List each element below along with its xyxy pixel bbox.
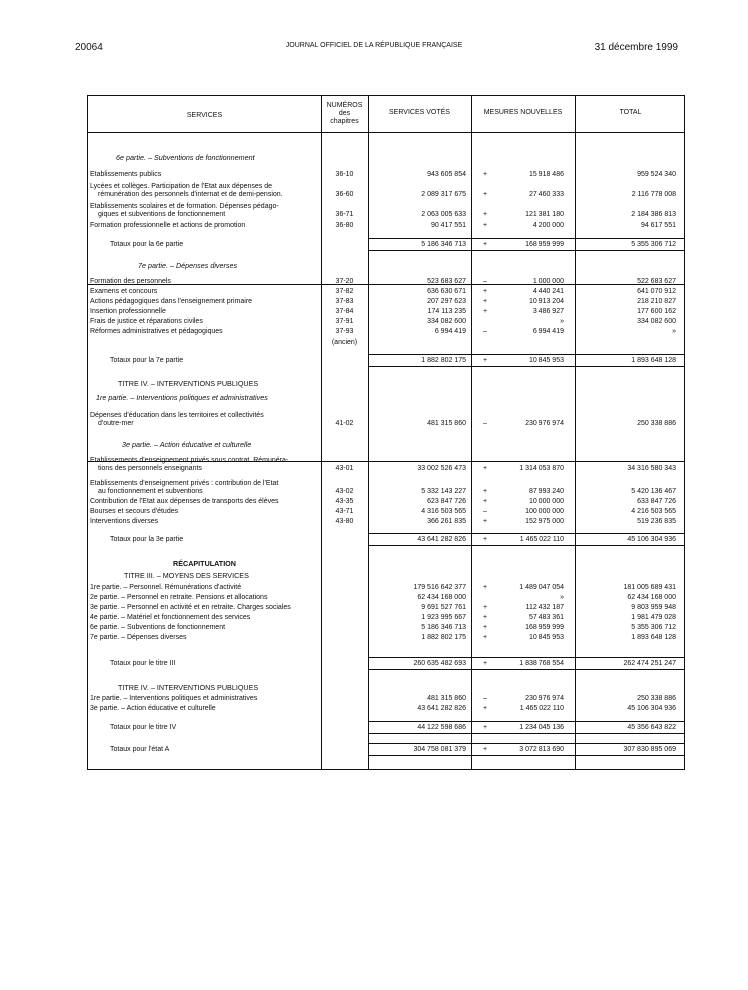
services-votes-value: 1 882 802 175	[421, 634, 466, 641]
sign-indicator: +	[482, 357, 488, 364]
total-value: 1 893 648 128	[631, 634, 676, 641]
sign-indicator: +	[482, 584, 488, 591]
total-value: 5 355 306 712	[631, 624, 676, 631]
total-value: 250 338 886	[637, 695, 676, 702]
sign-indicator: +	[482, 724, 488, 731]
mesures-nouvelles-value: 6 994 419	[532, 328, 564, 335]
services-votes-value: 334 082 600	[427, 318, 466, 325]
row-label: 1re partie. – Interventions politiques et administratives	[90, 695, 258, 702]
row-label: Formation professionnelle et actions de promotion	[90, 222, 246, 229]
chapter-number: 37-91	[335, 318, 354, 325]
mesures-nouvelles-value: 4 440 241	[532, 288, 564, 295]
mesures-nouvelles-value: 4 200 000	[532, 222, 564, 229]
row-label: Etablissements d'enseignement privés : contribution de l'Etat au fonctionnement et subventions	[90, 480, 279, 495]
sign-indicator: –	[483, 278, 487, 285]
services-votes-value: 2 063 005 633	[421, 211, 466, 218]
row-label: Réformes administratives et pédagogiques	[90, 328, 223, 335]
total-value: 1 981 479 028	[631, 614, 676, 621]
total-rule	[368, 250, 684, 251]
section-heading-recapitulation: RÉCAPITULATION	[173, 559, 236, 568]
total-rule	[368, 743, 684, 744]
row-label: 7e partie. – Dépenses diverses	[90, 634, 187, 641]
row-label: 6e partie. – Subventions de fonctionnement	[90, 624, 226, 631]
row-label: Etablissements d'enseignement privés sous contrat. Rémunéra- tions des personnels enseignants	[90, 457, 289, 472]
mesures-nouvelles-value: 230 976 974	[525, 695, 564, 702]
services-votes-value: 2 089 317 675	[421, 191, 466, 198]
mesures-nouvelles-value: 112 432 187	[525, 604, 564, 611]
sign-indicator: +	[482, 288, 488, 295]
col-header-services: SERVICES	[186, 112, 223, 119]
total-value: 2 184 386 813	[631, 211, 676, 218]
row-label: Totaux pour la 7e partie	[110, 357, 184, 364]
total-rule	[368, 545, 684, 546]
row-label: Actions pédagogiques dans l'enseignement primaire	[90, 298, 253, 305]
sign-indicator: +	[482, 308, 488, 315]
chapter-note-ancien: (ancien)	[331, 339, 358, 346]
total-value: 2 116 778 008	[631, 191, 676, 198]
row-label: 2e partie. – Personnel en retraite. Pensions et allocations	[90, 594, 268, 601]
header-divider	[88, 132, 684, 133]
chapter-number: 43-35	[335, 498, 354, 505]
services-votes-value: 481 315 860	[427, 420, 466, 427]
services-votes-value: 623 847 726	[427, 498, 466, 505]
journal-title: JOURNAL OFFICIEL DE LA RÉPUBLIQUE FRANÇAISE	[285, 42, 463, 49]
total-value: 1 893 648 128	[631, 357, 676, 364]
total-value: 959 524 340	[637, 171, 676, 178]
chapter-number: 37-20	[335, 278, 354, 285]
section-heading-7e-partie: 7e partie. – Dépenses diverses	[138, 261, 238, 270]
section-heading-titre-iv-1re-partie: 1re partie. – Interventions politiques et administratives	[96, 393, 268, 402]
sign-indicator: +	[482, 746, 488, 753]
col-header-total: TOTAL	[619, 109, 642, 116]
total-value: 94 617 551	[640, 222, 676, 229]
mesures-nouvelles-value: 100 000 000	[525, 508, 564, 515]
section-heading-titre-iv: TITRE IV. – INTERVENTIONS PUBLIQUES	[118, 379, 259, 388]
mesures-nouvelles-value: 10 913 204	[528, 298, 564, 305]
services-votes-value: 9 691 527 761	[421, 604, 466, 611]
sign-indicator: +	[482, 634, 488, 641]
mesures-nouvelles-value: 27 460 333	[528, 191, 564, 198]
chapter-number: 37-93	[335, 328, 354, 335]
mesures-nouvelles-value: 121 381 180	[525, 211, 564, 218]
sign-indicator: +	[482, 241, 488, 248]
row-label: 4e partie. – Matériel et fonctionnement des services	[90, 614, 251, 621]
total-value: 5 355 306 712	[631, 241, 676, 248]
chapter-number: 37-82	[335, 288, 354, 295]
total-rule	[368, 657, 684, 658]
row-label: 3e partie. – Action éducative et culturelle	[90, 705, 216, 712]
section-heading-6e-partie: 6e partie. – Subventions de fonctionnement	[116, 153, 255, 162]
total-rule	[368, 354, 684, 355]
row-label: Examens et concours	[90, 288, 158, 295]
mesures-nouvelles-value: 152 975 000	[525, 518, 564, 525]
chapter-number: 37-83	[335, 298, 354, 305]
services-votes-value: 4 316 503 565	[421, 508, 466, 515]
chapter-number: 43-71	[335, 508, 354, 515]
row-label: Totaux pour le titre III	[110, 660, 176, 667]
chapter-number: 43-02	[335, 488, 354, 495]
col-header-services-votes: SERVICES VOTÉS	[389, 109, 450, 116]
mesures-nouvelles-value: 3 072 813 690	[519, 746, 564, 753]
services-votes-value: 1 923 995 667	[421, 614, 466, 621]
total-value: 519 236 835	[637, 518, 676, 525]
sign-indicator: +	[482, 465, 488, 472]
chapter-number: 43-80	[335, 518, 354, 525]
block-divider	[88, 461, 684, 462]
services-votes-value: 636 630 671	[427, 288, 466, 295]
total-value: 177 600 162	[637, 308, 676, 315]
sign-indicator: –	[483, 420, 487, 427]
total-value: 9 803 959 948	[631, 604, 676, 611]
row-label: Contribution de l'Etat aux dépenses de transports des élèves	[90, 498, 279, 505]
mesures-nouvelles-value: 168 959 999	[525, 241, 564, 248]
mesures-nouvelles-value: »	[560, 594, 564, 601]
row-label: Bourses et secours d'études	[90, 508, 179, 515]
sign-indicator: –	[483, 508, 487, 515]
total-value: 34 316 580 343	[627, 465, 676, 472]
total-value: 62 434 168 000	[627, 594, 676, 601]
chapter-number: 36-71	[335, 211, 354, 218]
sign-indicator: +	[482, 191, 488, 198]
col-header-numeros: NUMÉROS des chapitres	[326, 102, 363, 125]
sign-indicator: +	[482, 222, 488, 229]
chapter-number: 36-80	[335, 222, 354, 229]
total-value: 633 847 726	[637, 498, 676, 505]
total-rule	[368, 669, 684, 670]
services-votes-value: 179 516 642 377	[413, 584, 466, 591]
row-label: 1re partie. – Personnel. Rémunérations d'activité	[90, 584, 242, 591]
mesures-nouvelles-value: 1 465 022 110	[519, 705, 564, 712]
chapter-number: 36-60	[335, 191, 354, 198]
sign-indicator: +	[482, 604, 488, 611]
total-value: 218 210 827	[637, 298, 676, 305]
mesures-nouvelles-value: 1 465 022 110	[519, 536, 564, 543]
row-label: Interventions diverses	[90, 518, 159, 525]
mesures-nouvelles-value: 1 234 045 136	[519, 724, 564, 731]
mesures-nouvelles-value: 1 838 768 554	[519, 660, 564, 667]
sign-indicator: +	[482, 705, 488, 712]
sign-indicator: +	[482, 536, 488, 543]
row-label: Totaux pour la 3e partie	[110, 536, 184, 543]
row-label: Totaux pour l'état A	[110, 746, 170, 753]
services-votes-value: 5 332 143 227	[421, 488, 466, 495]
services-votes-value: 5 186 346 713	[421, 241, 466, 248]
services-votes-value: 481 315 860	[427, 695, 466, 702]
mesures-nouvelles-value: 1 489 047 054	[519, 584, 564, 591]
row-label: 3e partie. – Personnel en activité et en retraite. Charges sociales	[90, 604, 291, 611]
services-votes-value: 260 635 482 693	[413, 660, 466, 667]
row-label: Insertion professionnelle	[90, 308, 166, 315]
mesures-nouvelles-value: »	[560, 318, 564, 325]
total-rule	[368, 733, 684, 734]
chapter-number: 43-01	[335, 465, 354, 472]
sign-indicator: +	[482, 171, 488, 178]
mesures-nouvelles-value: 10 000 000	[528, 498, 564, 505]
total-rule	[368, 533, 684, 534]
services-votes-value: 6 994 419	[434, 328, 466, 335]
block-divider	[88, 284, 684, 285]
total-value: 522 683 627	[637, 278, 676, 285]
sign-indicator: +	[482, 518, 488, 525]
total-value: 5 420 136 467	[631, 488, 676, 495]
sign-indicator: +	[482, 614, 488, 621]
row-label: Dépenses d'éducation dans les territoires et collectivités d'outre-mer	[90, 412, 264, 427]
budget-table	[87, 95, 685, 770]
issue-date: 31 décembre 1999	[594, 42, 678, 53]
row-label: Etablissements scolaires et de formation. Dépenses pédago- giques et subventions de fonctionnement	[90, 203, 279, 218]
row-label: Frais de justice et réparations civiles	[90, 318, 203, 325]
mesures-nouvelles-value: 230 976 974	[525, 420, 564, 427]
sign-indicator: +	[482, 660, 488, 667]
total-value: 181 005 689 431	[623, 584, 676, 591]
mesures-nouvelles-value: 15 918 486	[528, 171, 564, 178]
mesures-nouvelles-value: 1 314 053 870	[519, 465, 564, 472]
total-value: 45 356 643 822	[627, 724, 676, 731]
chapter-number: 41-02	[335, 420, 354, 427]
total-value: 250 338 886	[637, 420, 676, 427]
sign-indicator: +	[482, 498, 488, 505]
sign-indicator: –	[483, 695, 487, 702]
sign-indicator: +	[482, 298, 488, 305]
mesures-nouvelles-value: 168 959 999	[525, 624, 564, 631]
services-votes-value: 943 605 854	[427, 171, 466, 178]
section-heading-titre-iv-recap: TITRE IV. – INTERVENTIONS PUBLIQUES	[118, 683, 259, 692]
mesures-nouvelles-value: 10 845 953	[528, 357, 564, 364]
total-rule	[368, 366, 684, 367]
mesures-nouvelles-value: 10 845 953	[528, 634, 564, 641]
total-value: 262 474 251 247	[623, 660, 676, 667]
services-votes-value: 366 261 835	[427, 518, 466, 525]
services-votes-value: 207 297 623	[427, 298, 466, 305]
sign-indicator: +	[482, 488, 488, 495]
mesures-nouvelles-value: 57 483 361	[528, 614, 564, 621]
services-votes-value: 43 641 282 826	[417, 705, 466, 712]
page-number: 20064	[75, 42, 103, 53]
total-rule	[368, 721, 684, 722]
services-votes-value: 1 882 802 175	[421, 357, 466, 364]
services-votes-value: 523 683 627	[427, 278, 466, 285]
sign-indicator: +	[482, 624, 488, 631]
total-value: 334 082 600	[637, 318, 676, 325]
sign-indicator: –	[483, 328, 487, 335]
services-votes-value: 90 417 551	[430, 222, 466, 229]
section-heading-titre-iv-3e-partie: 3e partie. – Action éducative et culturelle	[122, 440, 252, 449]
services-votes-value: 62 434 168 000	[417, 594, 466, 601]
total-value: 45 106 304 936	[627, 536, 676, 543]
col-header-mesures-nouvelles: MESURES NOUVELLES	[483, 109, 563, 116]
sign-indicator: +	[482, 211, 488, 218]
total-rule	[368, 755, 684, 756]
total-value: 45 106 304 936	[627, 705, 676, 712]
row-label: Etablissements publics	[90, 171, 162, 178]
total-value: 4 216 503 565	[631, 508, 676, 515]
services-votes-value: 43 641 282 826	[417, 536, 466, 543]
mesures-nouvelles-value: 1 000 000	[532, 278, 564, 285]
mesures-nouvelles-value: 87 993 240	[528, 488, 564, 495]
services-votes-value: 5 186 346 713	[421, 624, 466, 631]
row-label: Formation des personnels	[90, 278, 171, 285]
section-heading-titre-iii: TITRE III. – MOYENS DES SERVICES	[124, 571, 249, 580]
chapter-number: 37-84	[335, 308, 354, 315]
services-votes-value: 33 002 526 473	[417, 465, 466, 472]
mesures-nouvelles-value: 3 486 927	[532, 308, 564, 315]
total-value: 307 830 895 069	[623, 746, 676, 753]
chapter-number: 36-10	[335, 171, 354, 178]
row-label: Totaux pour la 6e partie	[110, 241, 184, 248]
total-value: 641 070 912	[637, 288, 676, 295]
row-label: Totaux pour le titre IV	[110, 724, 177, 731]
services-votes-value: 304 758 081 379	[413, 746, 466, 753]
total-value: »	[672, 328, 676, 335]
row-label: Lycées et collèges. Participation de l'Etat aux dépenses de rémunération des personnels d'internat et de demi-pension.	[90, 183, 283, 198]
total-rule	[368, 238, 684, 239]
services-votes-value: 174 113 235	[427, 308, 466, 315]
services-votes-value: 44 122 598 686	[417, 724, 466, 731]
